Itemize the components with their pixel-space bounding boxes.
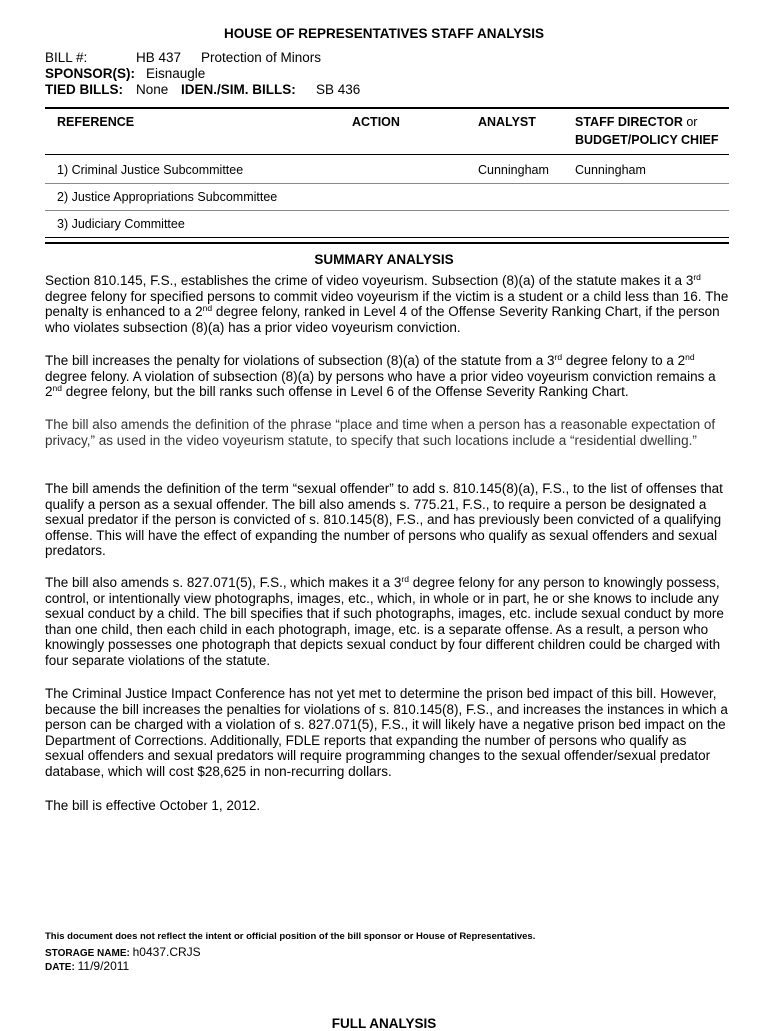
footer-disclaimer: This document does not reflect the intent or official position of the bill sponsor or House of Representatives. [45,931,536,942]
footer-storage-name: STORAGE NAME: h0437.CRJS [45,945,201,959]
col-action-header: ACTION [352,115,400,129]
paragraph-1: Section 810.145, F.S., establishes the crime of video voyeurism. Subsection (8)(a) of the statute makes it a 3rd degree felony for specified persons to commit video voyeurism if the victim is a student or a child less than 16. The penalty is enhanced to a 2nd degree felony, ranked in Level 4 of the Offense Severity Ranking Chart, if the person who violates subsection (8)(a) has a prior video voyeurism conviction. [45,272,729,335]
table-row-1-analyst: Cunningham [478,163,549,177]
sponsor-name: Eisnaugle [146,66,206,81]
header-divider [45,154,729,155]
row-divider [45,183,729,184]
tied-bills-label: TIED BILLS: [45,82,123,97]
paragraph-7: The bill is effective October 1, 2012. [45,798,261,813]
table-bottom-rule [45,242,729,244]
footer-date: DATE: 11/9/2011 [45,959,130,973]
next-section-heading: FULL ANALYSIS [331,1016,437,1031]
row-divider [45,210,729,211]
sponsor-label: SPONSOR(S): [45,66,136,81]
bill-label: BILL #: [45,50,88,65]
paragraph-5: The bill also amends s. 827.071(5), F.S., which makes it a 3rd degree felony for any person to knowingly possess, control, or intentionally view photographs, images, etc., which, in whole or in part, he or she knows to include any sexual conduct by a child. The bill specifies that if such photographs, images, etc. include sexual conduct by more than one child, then each child in each photograph, image, etc. is a separate offense. As a result, a person who knowingly possesses one photograph that depicts sexual conduct by four different children could be charged with four separate violations of the statute. [45,574,724,668]
bill-title: Protection of Minors [201,50,322,65]
paragraph-4: The bill amends the definition of the term “sexual offender” to add s. 810.145(8)(a), F.S., to the list of offenses that qualify a person as a sexual offender. The bill also amends s. 775.21, F.S., to require a person be designated a sexual predator if the person is convicted of s. 810.145(8), F.S., and has previously been convicted of a qualifying offense. This will have the effect of expanding the number of persons who qualify as sexual offenders and sexual predators. [45,481,723,558]
paragraph-6: The Criminal Justice Impact Conference has not yet met to determine the prison bed impact of this bill. However, because the bill increases the penalties for violations of s. 810.145(8), F.S., and increases the instances in which a person can be charged with a violation of s. 827.071(5), F.S., it will likely have a negative prison bed impact on the Department of Corrections. Additionally, FDLE reports that expanding the number of persons who qualify as sexual offenders and sexual predators will require programming changes to the sexual offender/sexual predator database, which will cost $28,625 in non-recurring dollars. [45,686,728,779]
col-staff-director-or: or [686,115,698,129]
col-reference-header: REFERENCE [57,115,135,129]
document-title: HOUSE OF REPRESENTATIVES STAFF ANALYSIS [223,26,545,41]
paragraph-2: The bill increases the penalty for violations of subsection (8)(a) of the statute from a 3rd degree felony to a 2nd degree felony. A violation of subsection (8)(a) by persons who have a prior video voyeurism conviction remains a 2nd degree felony, but the bill ranks such offense in Level 6 of the Offense Severity Ranking Chart. [45,352,716,399]
paragraph-3: The bill also amends the definition of the phrase “place and time when a person has a reasonable expectation of privacy,” as used in the video voyeurism statute, to specify that such locations include a “residential dwelling.” [45,417,716,448]
col-staff-director-label: STAFF DIRECTOR [575,115,683,129]
table-row-1-director: Cunningham [575,163,646,177]
table-row-3-reference: 3) Judiciary Committee [57,217,185,231]
table-top-rule [45,107,729,109]
tied-bills-value: None [136,82,169,97]
table-row-1-reference: 1) Criminal Justice Subcommittee [57,163,244,177]
iden-sim-bills-label: IDEN./SIM. BILLS: [181,82,296,97]
table-bottom-rule [45,237,729,238]
iden-sim-bills-value: SB 436 [316,82,361,97]
summary-heading: SUMMARY ANALYSIS [314,252,454,267]
col-budget-chief-label: BUDGET/POLICY CHIEF [575,133,719,147]
col-analyst-header: ANALYST [478,115,536,129]
bill-number: HB 437 [136,50,182,65]
col-staff-director-header [575,113,719,149]
table-row-2-reference: 2) Justice Appropriations Subcommittee [57,190,278,204]
